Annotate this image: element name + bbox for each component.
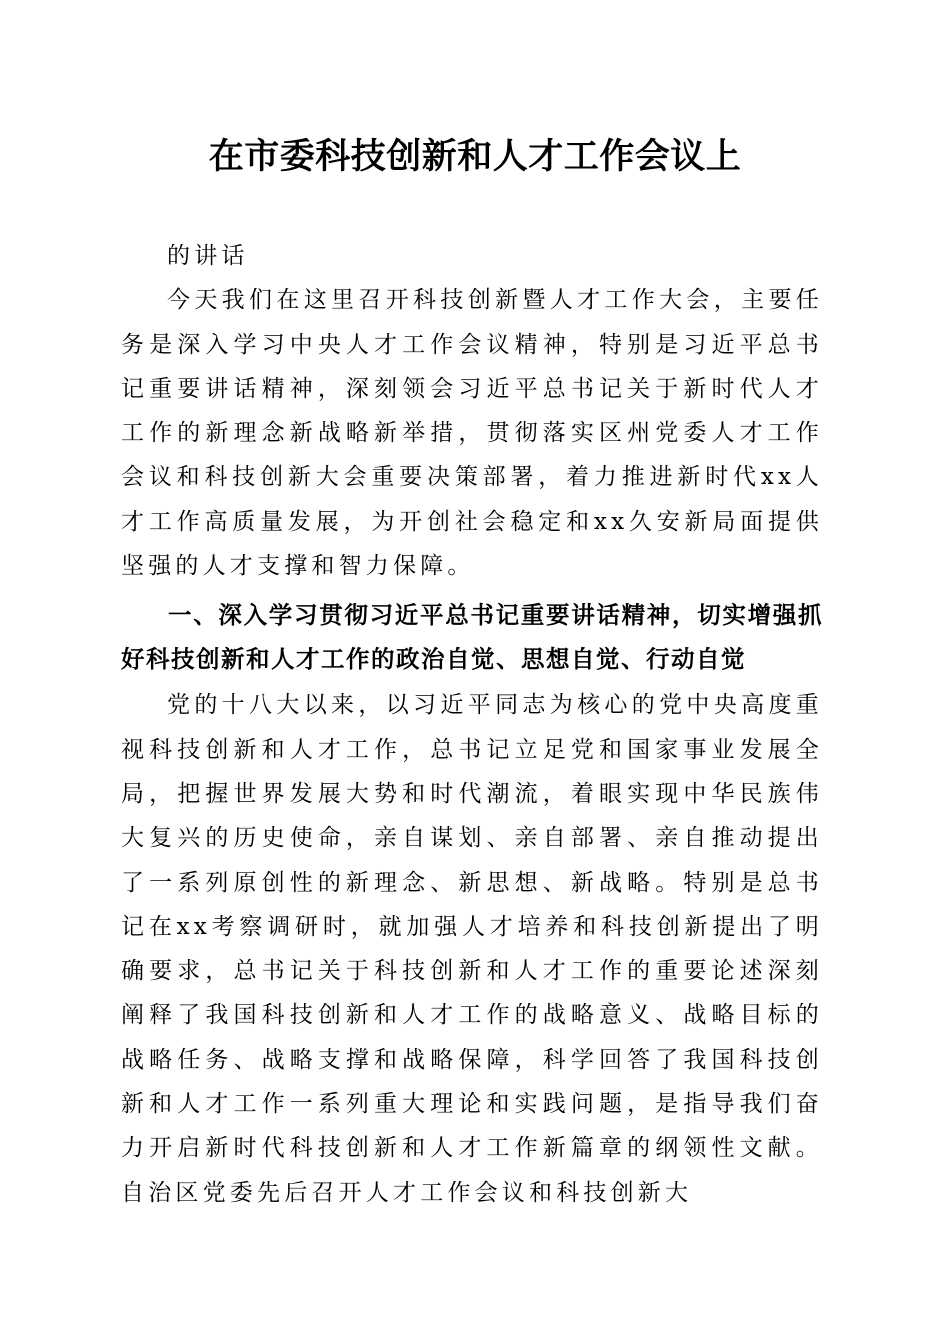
subtitle-paragraph: 的讲话 bbox=[167, 243, 249, 269]
document-body bbox=[121, 234, 823, 1215]
section-heading: 一、深入学习贯彻习近平总书记重要讲话精神，切实增强抓好科技创新和人才工作的政治自觉、思想自觉、行动自觉 bbox=[121, 601, 823, 674]
intro-paragraph: 今天我们在这里召开科技创新暨人才工作大会，主要任务是深入学习中央人才工作会议精神，特别是习近平总书记重要讲话精神，深刻领会习近平总书记关于新时代人才工作的新理念新战略新举措，贯彻落实区州党委人才工作会议和科技创新大会重要决策部署，着力推进新时代xx人才工作高质量发展，为开创社会稳定和xx久安新局面提供坚强的人才支撑和智力保障。 bbox=[121, 287, 823, 580]
section-paragraph: 党的十八大以来，以习近平同志为核心的党中央高度重视科技创新和人才工作，总书记立足党和国家事业发展全局，把握世界发展大势和时代潮流，着眼实现中华民族伟大复兴的历史使命，亲自谋划、亲自部署、亲自推动提出了一系列原创性的新理念、新思想、新战略。特别是总书记在xx考察调研时，就加强人才培养和科技创新提出了明确要求，总书记关于科技创新和人才工作的重要论述深刻阐释了我国科技创新和人才工作的战略意义、战略目标的战略任务、战略支撑和战略保障，科学回答了我国科技创新和人才工作一系列重大理论和实践问题，是指导我们奋力开启新时代科技创新和人才工作新篇章的纲领性文献。自治区党委先后召开人才工作会议和科技创新大 bbox=[121, 692, 823, 1206]
document-title: 在市委科技创新和人才工作会议上 bbox=[208, 136, 742, 177]
